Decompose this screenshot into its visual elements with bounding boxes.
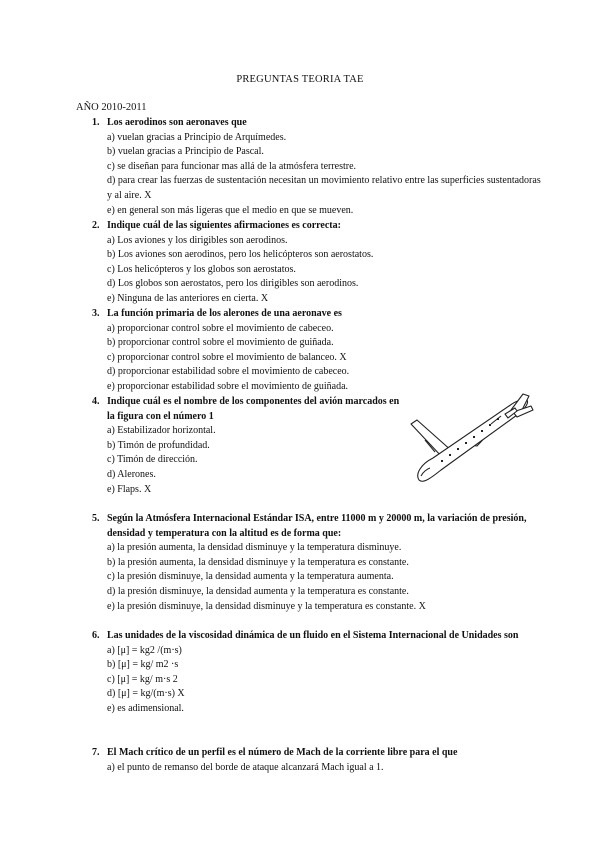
answer-option: b) la presión aumenta, la densidad disminuye y la temperatura es constante. <box>107 556 409 568</box>
question-number: 4. <box>92 396 100 407</box>
question-number: 2. <box>92 220 100 231</box>
answer-option: b) vuelan gracias a Principio de Pascal. <box>107 146 264 158</box>
question-1 <box>92 116 542 218</box>
answer-option: a) proporcionar control sobre el movimiento de cabeceo. <box>107 322 334 334</box>
answer-option: b) [μ] = kg/ m2 ·s <box>107 659 179 671</box>
document-title: PREGUNTAS TEORIA TAE <box>236 74 364 85</box>
question-stem: La función primaria de los alerones de una aeronave es <box>107 308 342 319</box>
question-stem: Los aerodinos son aeronaves que <box>107 117 247 128</box>
answer-option: e) es adimensional. <box>107 702 184 714</box>
question-number: 6. <box>92 630 100 641</box>
answer-option: c) Los helicópteros y los globos son aerostatos. <box>107 263 296 275</box>
answer-option: d) Los globos son aerostatos, pero los dirigibles son aerodinos. <box>107 278 359 290</box>
question-stem: Indique cuál es el nombre de los componentes del avión marcados en la figura con el número 1 <box>107 396 400 422</box>
answer-option: d) proporcionar estabilidad sobre el movimiento de cabeceo. <box>107 366 350 378</box>
airplane-figure <box>405 392 535 487</box>
answer-option: e) la presión disminuye, la densidad disminuye y la temperatura es constante. X <box>107 600 426 612</box>
answer-option: d) para crear las fuerzas de sustentación necesitan un movimiento relativo entre las superficies sustentadoras y al aire. X <box>107 175 541 201</box>
question-number: 5. <box>92 513 100 524</box>
answer-option: b) Los aviones son aerodinos, pero los helicópteros son aerostatos. <box>107 249 374 261</box>
answer-option: e) en general son más ligeras que el medio en que se mueven. <box>107 204 354 216</box>
answer-option: a) vuelan gracias a Principio de Arquímedes. <box>107 131 287 143</box>
answer-option: a) Estabilizador horizontal. <box>107 425 216 437</box>
question-number: 7. <box>92 747 100 758</box>
question-stem: El Mach crítico de un perfil es el número de Mach de la corriente libre para el que <box>107 747 458 758</box>
question-stem: Según la Atmósfera Internacional Estándar ISA, entre 11000 m y 20000 m, la variación de presión, densidad y temperatura con la altitud es de forma que: <box>107 513 527 539</box>
question-3 <box>92 307 542 395</box>
question-2 <box>92 219 542 307</box>
answer-option: c) se diseñan para funcionar mas allá de la atmósfera terrestre. <box>107 160 357 172</box>
answer-option: b) proporcionar control sobre el movimiento de guiñada. <box>107 337 334 349</box>
answer-option: a) [μ] = kg2 /(m·s) <box>107 644 182 656</box>
answer-option: b) Timón de profundidad. <box>107 439 210 451</box>
question-7 <box>92 746 542 775</box>
answer-option: c) la presión disminuye, la densidad aumenta y la temperatura aumenta. <box>107 571 394 583</box>
answer-option: c) Timón de dirección. <box>107 454 198 466</box>
answer-option: a) Los aviones y los dirigibles son aerodinos. <box>107 234 288 246</box>
answer-option: e) Flaps. X <box>107 483 152 495</box>
answer-option: c) [μ] = kg/ m·s 2 <box>107 673 178 685</box>
question-number: 3. <box>92 308 100 319</box>
question-stem: Las unidades de la viscosidad dinámica de un fluido en el Sistema Internacional de Unidades son <box>107 630 519 641</box>
answer-option: d) la presión disminuye, la densidad aumenta y la temperatura es constante. <box>107 585 409 597</box>
answer-option: e) proporcionar estabilidad sobre el movimiento de guiñada. <box>107 380 349 392</box>
answer-option: a) la presión aumenta, la densidad disminuye y la temperatura disminuye. <box>107 542 402 554</box>
answer-option: d) [μ] = kg/(m·s) X <box>107 688 185 700</box>
question-6 <box>92 629 542 717</box>
question-stem: Indique cuál de las siguientes afirmaciones es correcta: <box>107 220 341 231</box>
year-heading: AÑO 2010-2011 <box>76 102 147 113</box>
question-number: 1. <box>92 117 100 128</box>
answer-option: d) Alerones. <box>107 468 156 480</box>
answer-option: a) el punto de remanso del borde de ataque alcanzará Mach igual a 1. <box>107 761 384 773</box>
answer-option: c) proporcionar control sobre el movimiento de balanceo. X <box>107 351 347 363</box>
answer-option: e) Ninguna de las anteriores en cierta. X <box>107 292 269 304</box>
question-5 <box>92 512 542 614</box>
